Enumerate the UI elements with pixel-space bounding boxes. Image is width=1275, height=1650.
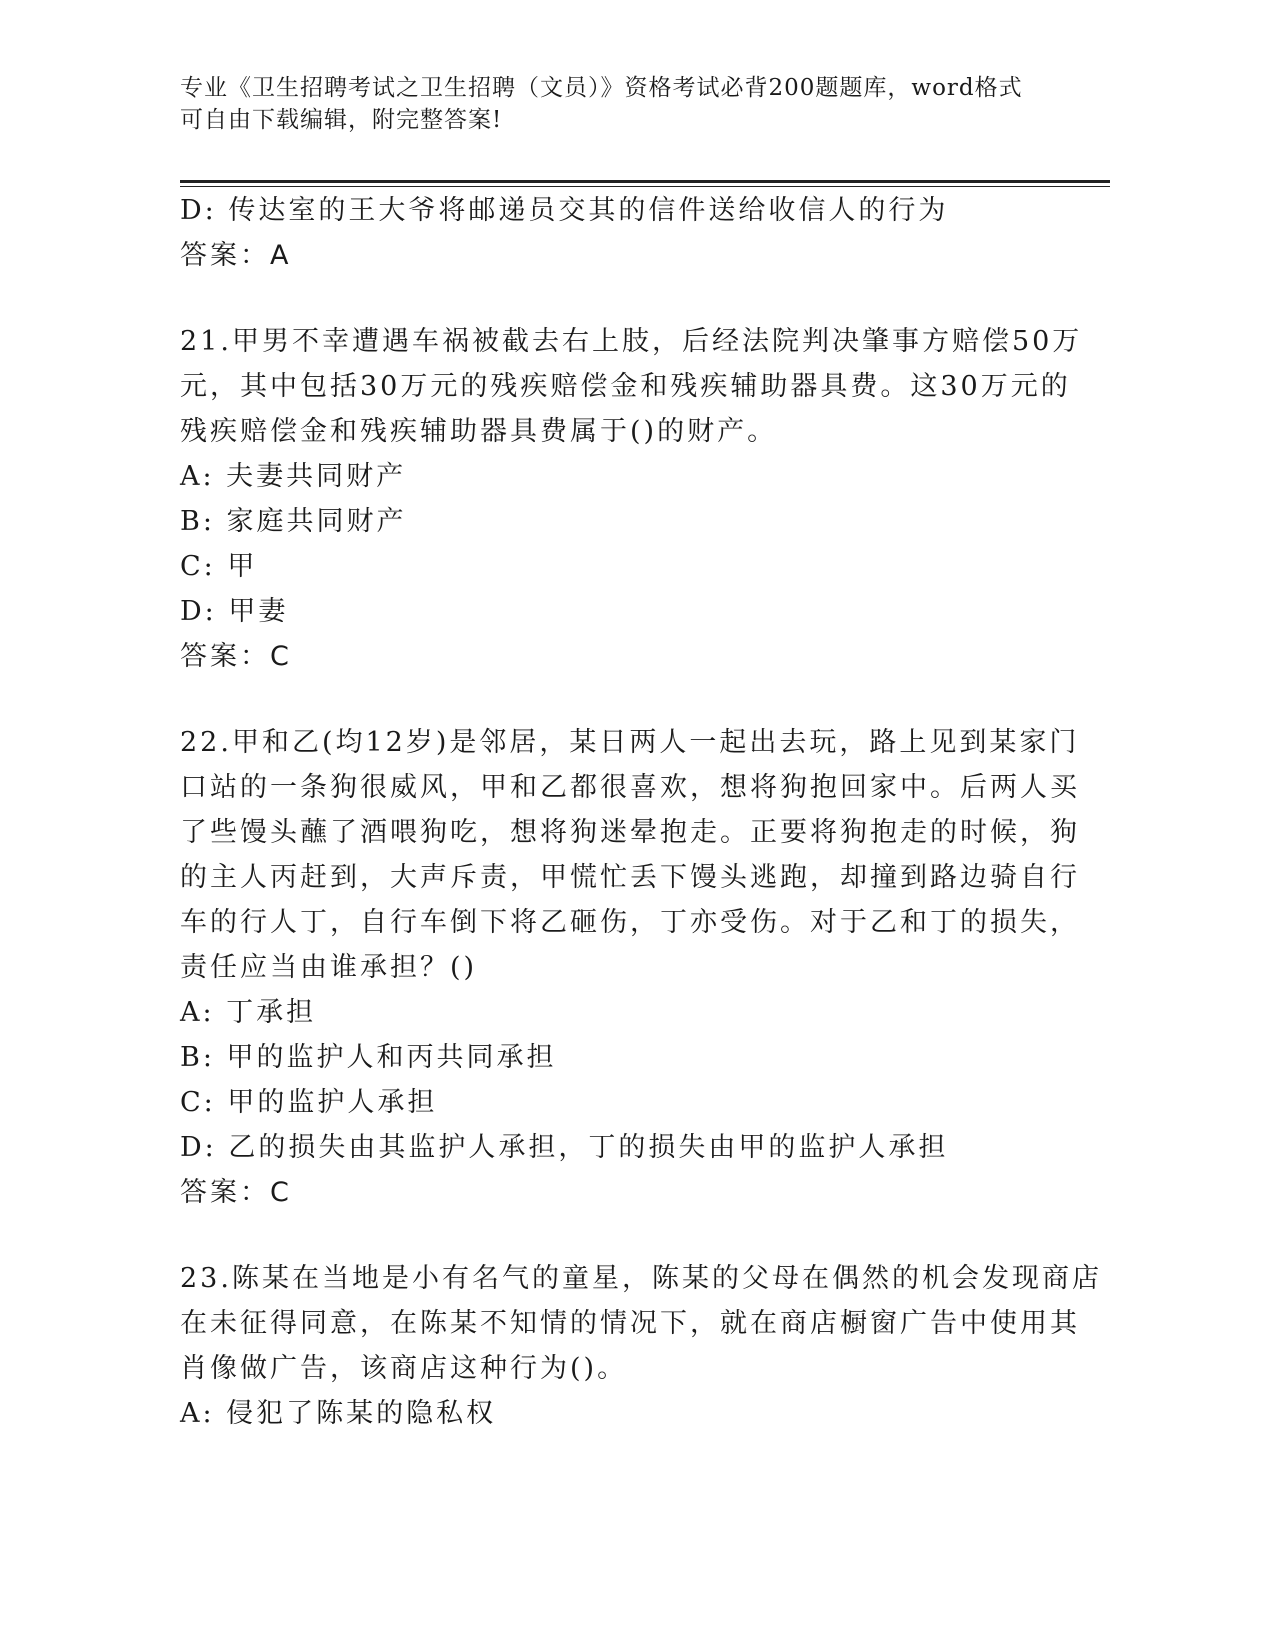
option-a: A: 夫妻共同财产 — [180, 461, 407, 492]
option-b: B: 家庭共同财产 — [180, 506, 407, 537]
question-text-line: 车的行人丁，自行车倒下将乙砸伤，丁亦受伤。对于乙和丁的损失， — [180, 907, 1080, 938]
header-line-1: 专业《卫生招聘考试之卫生招聘（文员）》资格考试必背200题题库，word格式 — [180, 75, 1023, 101]
question-text-line: 22.甲和乙(均12岁)是邻居，某日两人一起出去玩，路上见到某家门 — [180, 727, 1080, 758]
question-21 — [180, 319, 1083, 679]
option-c: C: 甲 — [180, 551, 258, 582]
answer-label: 答案：C — [180, 1177, 292, 1208]
document-header — [180, 72, 1050, 136]
question-text-line: 口站的一条狗很威风，甲和乙都很喜欢，想将狗抱回家中。后两人买 — [180, 772, 1080, 803]
question-text-line: 元，其中包括30万元的残疾赔偿金和残疾辅助器具费。这30万元的 — [180, 371, 1071, 402]
header-rule-thin — [180, 186, 1110, 187]
spacer — [180, 1215, 1060, 1256]
answer-label: 答案：C — [180, 641, 292, 672]
option-b: B: 甲的监护人和丙共同承担 — [180, 1042, 557, 1073]
document-body — [180, 188, 1102, 1436]
question-text-line: 了些馒头蘸了酒喂狗吃，想将狗迷晕抱走。正要将狗抱走的时候，狗 — [180, 817, 1080, 848]
question-text-line: 残疾赔偿金和残疾辅助器具费属于()的财产。 — [180, 416, 778, 447]
question-text-line: 在未征得同意，在陈某不知情的情况下，就在商店橱窗广告中使用其 — [180, 1308, 1080, 1339]
question-text-line: 的主人丙赶到，大声斥责，甲慌忙丢下馒头逃跑，却撞到路边骑自行 — [180, 862, 1080, 893]
option-d: D: 传达室的王大爷将邮递员交其的信件送给收信人的行为 — [180, 195, 949, 226]
spacer — [180, 679, 1060, 720]
header-line-2: 可自由下载编辑，附完整答案! — [180, 107, 503, 133]
option-d: D: 乙的损失由其监护人承担，丁的损失由甲的监护人承担 — [180, 1132, 949, 1163]
header-rule-thick — [180, 180, 1110, 183]
spacer — [180, 278, 1060, 319]
question-text-line: 21.甲男不幸遭遇车祸被截去右上肢，后经法院判决肇事方赔偿50万 — [180, 326, 1083, 357]
option-a: A: 侵犯了陈某的隐私权 — [180, 1398, 497, 1429]
question-text-line: 肖像做广告，该商店这种行为()。 — [180, 1353, 628, 1384]
answer-label: 答案：A — [180, 240, 292, 271]
question-22 — [180, 720, 1080, 1215]
option-a: A: 丁承担 — [180, 997, 317, 1028]
question-text-line: 责任应当由谁承担？() — [180, 952, 478, 983]
question-text-line: 23.陈某在当地是小有名气的童星，陈某的父母在偶然的机会发现商店 — [180, 1263, 1102, 1294]
option-d: D: 甲妻 — [180, 596, 289, 627]
previous-question-tail — [180, 188, 1060, 278]
option-c: C: 甲的监护人承担 — [180, 1087, 438, 1118]
question-23 — [180, 1256, 1102, 1436]
